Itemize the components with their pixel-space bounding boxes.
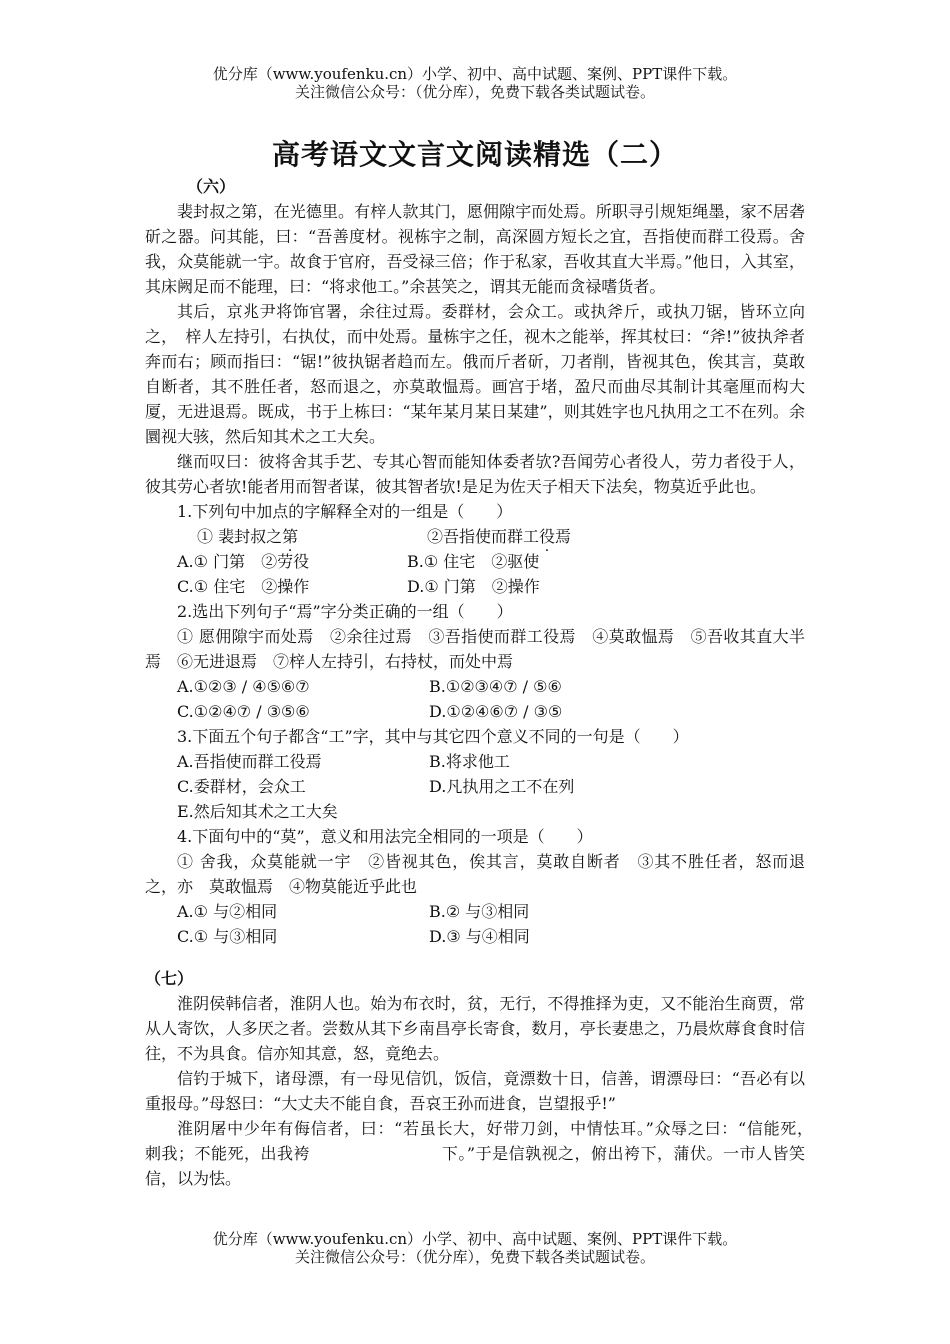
q1-options-row-2 (145, 574, 805, 599)
q1-option-d: D.① 门第 ②操作 (407, 577, 540, 596)
question-3-stem: 3.下面五个句子都含“工”字，其中与其它四个意义不同的一句是（ ） (177, 727, 689, 746)
q2-option-c: C.①②④⑦ / ③⑤⑥ (177, 702, 310, 721)
sec7-paragraph-1: 淮阴侯韩信者，淮阴人也。始为布衣时，贫，无行，不得推择为吏，又不能治生商贾，常从人寄饮，人多厌之者。尝数从其下乡南昌亭长寄食，数月，亭长妻患之，乃晨炊蓐食食时信往，不为具食。信亦知其意，怒，竟绝去。 (145, 994, 805, 1063)
q3-option-c: C.委群材，会众工 (177, 777, 306, 796)
sec6-paragraph-1: 裴封叔之第，在光德里。有梓人款其门，愿佣隙宇而处焉。所职寻引规矩绳墨，家不居砻斫之器。问其能，曰：“吾善度材。视栋宇之制，高深圆方短长之宜，吾指使而群工役焉。舍我，众莫能就一宇。故食于官府，吾受禄三倍；作于私家，吾收其直大半焉。”他日，入其室，其床阙足而不能理，曰：“将求他工。”余甚笑之，谓其无能而贪禄嗜货者。 (145, 202, 805, 296)
q1-dotted-char-2: 役 (539, 527, 556, 546)
q4-option-d: D.③ 与④相同 (429, 927, 530, 946)
page-header-line-1: 优分库（www.youfenku.cn）小学、初中、高中试题、案例、PPT课件下载。 (212, 65, 738, 83)
q2-options-row-2 (145, 699, 805, 724)
q1-option-b: B.① 住宅 ②驱使 (407, 552, 540, 571)
q2-option-d: D.①②④⑥⑦ / ③⑤ (429, 702, 563, 721)
q3-option-d: D.凡执用之工不在列 (429, 777, 575, 796)
q1-options-row-1 (145, 549, 805, 574)
sec7-paragraph-3: 淮阴屠中少年有侮信者，曰：“若虽长大，好带刀剑，中情怯耳。”众辱之曰：“信能死， 刺我；不能死，出我袴 下。”于是信孰视之，俯出袴下，蒲伏。一市人皆笑信，以为怯。 (145, 1119, 822, 1188)
q4-option-c: C.① 与③相同 (177, 927, 278, 946)
question-4-examples: ① 舍我，众莫能就一宇 ②皆视其色，俟其言，莫敢自断者 ③其不胜任者，怒而退之，亦 莫敢愠焉 ④物莫能近乎此也 (145, 852, 805, 896)
question-1-examples (145, 524, 805, 549)
q1-dotted-char-1: 第 (282, 527, 299, 546)
page-footer-line-2: 关注微信公众号：（优分库），免费下载各类试题试卷。 (294, 1248, 655, 1266)
sec7-paragraph-2: 信钓于城下，诸母漂，有一母见信饥，饭信，竟漂数十日，信善，谓漂母曰：“吾必有以重报母。”母怒曰：“大丈夫不能自食，吾哀王孙而进食，岂望报乎!” (145, 1069, 805, 1113)
q2-option-a: A.①②③ / ④⑤⑥⑦ (177, 677, 310, 696)
q2-option-b: B.①②③④⑦ / ⑤⑥ (429, 677, 562, 696)
sec6-paragraph-3: 继而叹曰：彼将舍其手艺、专其心智而能知体委者欤?吾闻劳心者役人，劳力者役于人，彼其劳心者欤!能者用而智者谋，彼其智者欤!是足为佐天子相天下法矣，物莫近乎此也。 (145, 452, 805, 496)
q4-option-b: B.② 与③相同 (429, 902, 530, 921)
q1-option-a: A.① 门第 ②劳役 (177, 552, 310, 571)
q4-option-a: A.① 与②相同 (177, 902, 278, 921)
q4-options-row-1 (145, 899, 805, 924)
q3-option-b: B.将求他工 (429, 752, 510, 771)
question-4-stem: 4.下面句中的“莫”，意义和用法完全相同的一项是（ ） (177, 827, 593, 846)
section-7-label: （七） (145, 969, 194, 988)
sec6-paragraph-2: 其后，京兆尹将饰官署，余往过焉。委群材，会众工。或执斧斤，或执刀锯，皆环立向之， 梓人左持引，右执仗，而中处焉。量栋宇之任，视木之能举，挥其杖曰：“斧!”彼执斧者奔而右；顾而指曰：“锯!”彼执锯者趋而左。俄而斤者斫，刀者削，皆视其色，俟其言，莫敢自断者，其不胜任者，怒而退之，亦莫敢愠焉。画宫于堵，盈尺而曲尽其制计其毫厘而构大厦，无进退焉。既成，书于上栋曰：“某年某月某日某建”，则其姓字也凡执用之工不在列。余圜视大骇，然后知其术之工大矣。 (145, 302, 805, 446)
q3-option-a: A.吾指使而群工役焉 (177, 752, 322, 771)
q3-option-e: E.然后知其术之工大矣 (177, 802, 338, 821)
q4-options-row-2 (145, 924, 805, 949)
q1-example-1: ① 裴封叔之第 (197, 527, 299, 546)
page-header-line-2: 关注微信公众号：（优分库），免费下载各类试题试卷。 (294, 83, 655, 101)
q3-options-row-1 (145, 749, 805, 774)
question-1-stem: 1.下列句中加点的字解释全对的一组是（ ） (177, 502, 513, 521)
page-footer-line-1: 优分库（www.youfenku.cn）小学、初中、高中试题、案例、PPT课件下载。 (212, 1230, 738, 1248)
section-6-label: （六） (187, 177, 236, 196)
q1-example-2: ②吾指使而群工役焉 (427, 527, 572, 546)
q1-option-c: C.① 住宅 ②操作 (177, 577, 310, 596)
q2-options-row-1 (145, 674, 805, 699)
question-2-stem: 2.选出下列句子“焉”字分类正确的一组（ ） (177, 602, 513, 621)
question-2-examples: ① 愿佣隙宇而处焉 ②余往过焉 ③吾指使而群工役焉 ④莫敢愠焉 ⑤吾收其直大半焉 ⑥无进退焉 ⑦梓人左持引，右持杖，而处中焉 (145, 627, 805, 671)
document-title: 高考语文文言文阅读精选（二） (271, 138, 678, 171)
q3-options-row-2 (145, 774, 805, 799)
document-body (145, 174, 822, 1191)
